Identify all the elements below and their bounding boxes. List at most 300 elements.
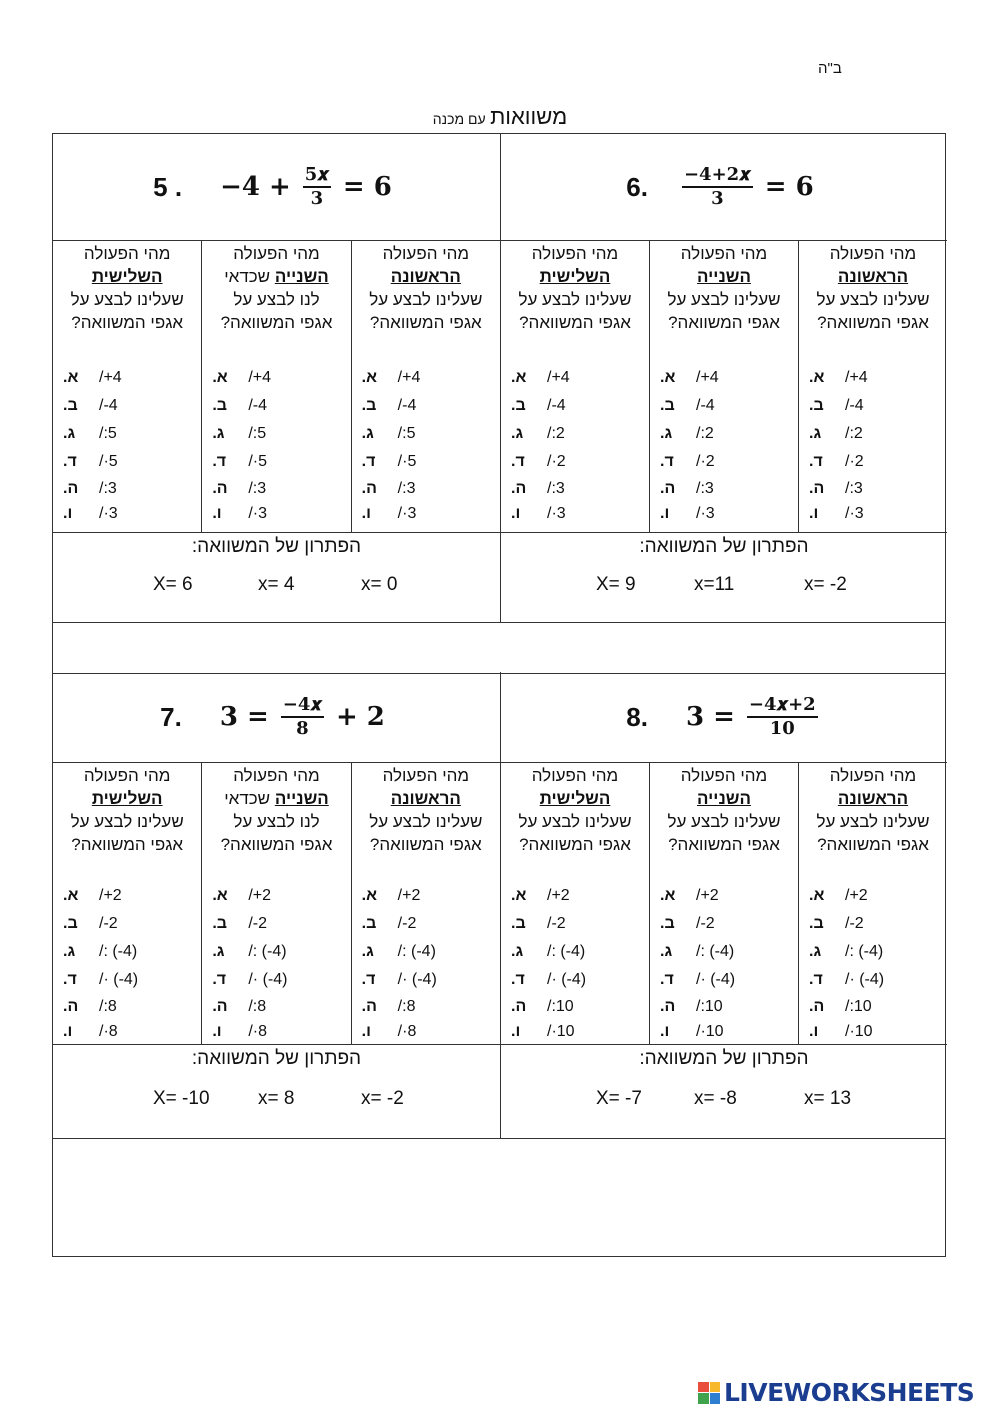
option-letter: ה.	[63, 479, 79, 497]
question-line: שעלינו לבצע על	[667, 290, 781, 309]
option-letter: א.	[212, 369, 228, 386]
options-list	[53, 364, 201, 526]
option-item[interactable]	[352, 1019, 500, 1044]
answer-choice[interactable]: x= 0	[361, 574, 398, 595]
option-letter: ב.	[511, 397, 526, 414]
option-value: /· (-4)	[397, 971, 437, 988]
option-letter: ו.	[660, 504, 670, 522]
option-item[interactable]	[202, 910, 350, 938]
option-value: /:3	[99, 479, 117, 497]
exercise-panel	[53, 672, 500, 1139]
option-value: /·8	[397, 1022, 417, 1040]
option-letter: ג.	[660, 425, 673, 442]
question-keyword: הראשונה	[390, 267, 461, 286]
question-line: אגפי המשוואה?	[220, 835, 333, 854]
question-line: שעלינו לבצע על	[369, 290, 483, 309]
question-columns	[501, 240, 947, 533]
option-item[interactable]	[53, 1019, 201, 1044]
option-value: /:3	[547, 479, 565, 497]
question-column	[351, 240, 500, 532]
option-letter: ד.	[63, 971, 77, 988]
options-list	[650, 882, 798, 1044]
option-value: /:2	[845, 425, 863, 442]
question-line: שעלינו לבצע על	[816, 290, 930, 309]
answer-choice[interactable]: X= -7	[596, 1088, 642, 1109]
exercise-panel	[500, 672, 947, 1139]
option-value: /:10	[845, 997, 872, 1015]
option-value: /·3	[397, 504, 417, 522]
option-item[interactable]	[501, 910, 649, 938]
row-1	[53, 134, 945, 672]
option-letter: ב.	[660, 915, 675, 932]
option-item[interactable]	[53, 501, 201, 526]
option-letter: ו.	[361, 1022, 371, 1040]
option-value: /-2	[845, 915, 864, 932]
option-item[interactable]	[799, 910, 947, 938]
option-letter: ד.	[361, 453, 376, 470]
option-letter: ו.	[212, 504, 222, 522]
question-keyword: השלישית	[91, 267, 163, 286]
option-value: /-2	[547, 915, 566, 932]
question-line: מהי הפעולה	[233, 244, 320, 263]
solution-label: הפתרון של המשוואה:	[639, 1048, 809, 1069]
denominator: 10	[769, 718, 795, 739]
answer-choice[interactable]: X= 9	[596, 574, 636, 595]
option-letter: ג.	[809, 425, 822, 442]
option-value: /+4	[248, 369, 272, 386]
option-value: /: (-4)	[696, 943, 735, 960]
option-item[interactable]	[501, 938, 649, 966]
liveworksheets-logo	[698, 1378, 974, 1407]
option-value: /+4	[845, 369, 868, 386]
option-letter: א.	[63, 369, 79, 386]
option-value: /·5	[248, 453, 268, 470]
option-value: /:8	[99, 997, 117, 1015]
fraction	[682, 164, 753, 210]
option-item[interactable]	[53, 910, 201, 938]
question-line: שעלינו לבצע על	[70, 290, 184, 309]
option-letter: ב.	[660, 397, 675, 414]
option-item[interactable]	[202, 448, 350, 476]
option-letter: ג.	[660, 943, 673, 960]
option-letter: ו.	[212, 1022, 222, 1040]
equation-right: = 6	[342, 172, 392, 202]
option-value: /: (-4)	[99, 943, 138, 960]
option-letter: ב.	[511, 915, 526, 932]
question-line: מהי הפעולה	[531, 244, 619, 263]
option-item[interactable]	[650, 910, 798, 938]
option-item[interactable]	[53, 420, 201, 448]
equation	[53, 672, 500, 763]
option-value: /:2	[696, 425, 714, 442]
option-item[interactable]	[799, 420, 947, 448]
option-item[interactable]	[501, 882, 649, 910]
option-letter: ב.	[63, 397, 78, 414]
question-column	[649, 240, 798, 532]
option-value: /+2	[397, 887, 421, 904]
option-item[interactable]	[799, 882, 947, 910]
option-value: /· (-4)	[248, 971, 288, 988]
option-item[interactable]	[352, 420, 500, 448]
option-value: /-2	[696, 915, 715, 932]
blank-row	[53, 1138, 945, 1258]
question-text	[501, 240, 649, 334]
question-text	[650, 240, 798, 334]
option-letter: ה.	[660, 997, 676, 1015]
numerator: 5𝒙	[303, 164, 331, 188]
option-item[interactable]	[202, 476, 350, 501]
question-columns	[53, 762, 500, 1045]
question-text	[799, 240, 947, 334]
option-letter: ה.	[212, 997, 228, 1015]
option-item[interactable]	[799, 476, 947, 501]
option-item[interactable]	[501, 420, 649, 448]
exercise-number: 8.	[626, 701, 648, 732]
option-item[interactable]	[202, 501, 350, 526]
option-letter: ג.	[212, 943, 225, 960]
option-letter: ד.	[809, 971, 823, 988]
answer-choice[interactable]: X= -10	[153, 1088, 210, 1109]
option-item[interactable]	[352, 476, 500, 501]
option-value: /-4	[845, 397, 864, 414]
option-item[interactable]	[799, 392, 947, 420]
option-item[interactable]	[352, 392, 500, 420]
question-word: שכדאי	[224, 789, 275, 808]
option-value: /·3	[547, 504, 566, 522]
row-2	[53, 672, 945, 1258]
option-item[interactable]	[352, 882, 500, 910]
equation-left: −4 +	[220, 172, 291, 202]
option-item[interactable]	[202, 994, 350, 1019]
question-line: אגפי המשוואה?	[817, 313, 929, 332]
option-item[interactable]	[352, 966, 500, 994]
option-value: /:10	[547, 997, 574, 1015]
option-value: /+2	[99, 887, 122, 904]
exercise-number: 7.	[160, 701, 182, 732]
question-column	[501, 762, 649, 1044]
worksheet-grid	[52, 133, 946, 1257]
option-value: /: (-4)	[248, 943, 287, 960]
question-line: מהי הפעולה	[83, 244, 171, 263]
option-value: /· (-4)	[547, 971, 587, 988]
question-keyword: השלישית	[539, 267, 611, 286]
option-item[interactable]	[352, 448, 500, 476]
option-item[interactable]	[799, 966, 947, 994]
question-line: אגפי המשוואה?	[817, 835, 929, 854]
option-item[interactable]	[53, 392, 201, 420]
equation-right: + 2	[335, 702, 385, 732]
option-value: /-2	[397, 915, 417, 932]
option-item[interactable]	[650, 882, 798, 910]
option-item[interactable]	[650, 938, 798, 966]
option-letter: א.	[660, 369, 676, 386]
option-item[interactable]	[650, 448, 798, 476]
option-item[interactable]	[53, 448, 201, 476]
option-letter: א.	[660, 887, 676, 904]
option-item[interactable]	[799, 938, 947, 966]
title-main: משוואות	[490, 104, 568, 129]
question-line: מהי הפעולה	[531, 766, 619, 785]
question-line	[202, 265, 350, 288]
option-value: /·2	[845, 453, 864, 470]
question-text	[799, 762, 947, 856]
question-text	[650, 762, 798, 856]
option-item[interactable]	[650, 966, 798, 994]
numerator: −4𝒙	[281, 694, 324, 718]
solution-area	[53, 532, 500, 622]
question-line: מהי הפעולה	[382, 766, 470, 785]
option-letter: א.	[63, 887, 79, 904]
options-list	[650, 364, 798, 526]
logo-icon	[698, 1382, 720, 1404]
option-item[interactable]	[202, 882, 350, 910]
option-item[interactable]	[650, 994, 798, 1019]
option-value: /:3	[696, 479, 714, 497]
option-item[interactable]	[799, 501, 947, 526]
question-column	[201, 762, 350, 1044]
option-item[interactable]	[650, 501, 798, 526]
question-line: מהי הפעולה	[680, 766, 768, 785]
exercise-panel	[500, 134, 947, 622]
option-letter: א.	[361, 369, 378, 386]
question-line: אגפי המשוואה?	[369, 835, 482, 854]
options-list	[501, 364, 649, 526]
option-letter: ג.	[361, 425, 374, 442]
option-item[interactable]	[202, 966, 350, 994]
logo-square	[710, 1393, 721, 1404]
option-letter: ד.	[63, 453, 77, 470]
option-item[interactable]	[53, 994, 201, 1019]
option-item[interactable]	[352, 994, 500, 1019]
question-line: אגפי המשוואה?	[668, 835, 780, 854]
question-keyword: השנייה	[697, 267, 751, 286]
option-item[interactable]	[501, 501, 649, 526]
option-value: /-2	[248, 915, 268, 932]
question-columns	[501, 762, 947, 1045]
options-list	[799, 364, 947, 526]
equation	[501, 672, 947, 763]
option-value: /+2	[547, 887, 570, 904]
question-line: לנו לבצע על	[233, 812, 320, 831]
option-letter: ה.	[63, 997, 79, 1015]
option-item[interactable]	[352, 938, 500, 966]
equation-left: 3 =	[219, 702, 269, 732]
question-line: שעלינו לבצע על	[518, 812, 632, 831]
option-value: /-4	[397, 397, 417, 414]
question-columns	[53, 240, 500, 533]
option-letter: ו.	[511, 1022, 521, 1040]
option-item[interactable]	[352, 910, 500, 938]
question-line: אגפי המשוואה?	[220, 313, 333, 332]
numerator: −4+2𝒙	[682, 164, 753, 188]
option-letter: ה.	[809, 479, 825, 497]
question-text	[352, 762, 500, 856]
option-letter: א.	[511, 887, 527, 904]
option-item[interactable]	[202, 392, 350, 420]
option-value: /:5	[99, 425, 117, 442]
option-item[interactable]	[799, 994, 947, 1019]
option-item[interactable]	[501, 966, 649, 994]
option-letter: ה.	[511, 997, 527, 1015]
option-item[interactable]	[53, 966, 201, 994]
options-list	[202, 364, 350, 526]
solution-area	[53, 1044, 500, 1138]
fraction	[281, 694, 324, 740]
option-letter: א.	[809, 887, 825, 904]
option-item[interactable]	[53, 476, 201, 501]
question-line: מהי הפעולה	[680, 244, 768, 263]
option-value: /:3	[397, 479, 416, 497]
question-line: אגפי המשוואה?	[519, 835, 631, 854]
equation-left: 3 =	[685, 702, 735, 732]
question-keyword: הראשונה	[837, 267, 909, 286]
question-line: שעלינו לבצע על	[816, 812, 930, 831]
answer-choice[interactable]: x= -2	[804, 574, 847, 595]
question-text	[53, 240, 201, 334]
answer-choice[interactable]: x= -8	[694, 1088, 737, 1109]
option-value: /·2	[696, 453, 715, 470]
option-letter: ב.	[63, 915, 78, 932]
numerator: −4𝒙+2	[747, 694, 818, 718]
option-letter: ד.	[212, 971, 227, 988]
option-item[interactable]	[53, 938, 201, 966]
option-item[interactable]	[352, 364, 500, 392]
question-column	[798, 240, 947, 532]
option-value: /· (-4)	[696, 971, 736, 988]
option-item[interactable]	[501, 476, 649, 501]
option-value: /-4	[547, 397, 566, 414]
question-text	[501, 762, 649, 856]
option-letter: ד.	[511, 453, 525, 470]
option-value: /-4	[248, 397, 268, 414]
option-item[interactable]	[501, 448, 649, 476]
option-letter: ד.	[660, 971, 674, 988]
logo-text: LIVEWORKSHEETS	[724, 1378, 975, 1407]
title-sub: עם מכנה	[432, 111, 486, 127]
denominator: 3	[310, 188, 324, 209]
option-item[interactable]	[501, 392, 649, 420]
options-list	[501, 882, 649, 1044]
option-letter: ו.	[361, 504, 371, 522]
option-value: /·3	[99, 504, 118, 522]
option-item[interactable]	[202, 364, 350, 392]
option-value: /·8	[248, 1022, 268, 1040]
option-item[interactable]	[202, 1019, 350, 1044]
option-letter: ב.	[361, 397, 377, 414]
question-column	[501, 240, 649, 532]
option-letter: ה.	[361, 479, 377, 497]
options-list	[202, 882, 350, 1044]
option-letter: ה.	[361, 997, 377, 1015]
option-item[interactable]	[53, 882, 201, 910]
question-line: שעלינו לבצע על	[369, 812, 483, 831]
option-value: /:3	[845, 479, 863, 497]
question-line: אגפי המשוואה?	[519, 313, 631, 332]
option-item[interactable]	[202, 938, 350, 966]
option-value: /-4	[696, 397, 715, 414]
question-keyword: השנייה	[274, 267, 329, 286]
denominator: 8	[296, 718, 309, 739]
question-line: מהי הפעולה	[382, 244, 470, 263]
denominator: 3	[711, 188, 724, 209]
question-column	[201, 240, 350, 532]
question-line: מהי הפעולה	[829, 244, 917, 263]
equation	[501, 134, 947, 241]
option-letter: ד.	[809, 453, 823, 470]
question-line: אגפי המשוואה?	[369, 313, 482, 332]
option-item[interactable]	[650, 420, 798, 448]
option-letter: ג.	[212, 425, 225, 442]
option-value: /+2	[845, 887, 868, 904]
option-letter: ב.	[212, 915, 228, 932]
option-item[interactable]	[650, 364, 798, 392]
answer-choice[interactable]: x= 4	[258, 574, 295, 595]
answer-choice[interactable]: x= 13	[804, 1088, 852, 1109]
page-title	[0, 104, 1000, 130]
solution-label: הפתרון של המשוואה:	[191, 1048, 362, 1069]
option-value: /· (-4)	[99, 971, 139, 988]
option-value: /·10	[696, 1022, 724, 1040]
option-value: /· (-4)	[845, 971, 885, 988]
option-item[interactable]	[650, 1019, 798, 1044]
answer-choice[interactable]: x= 8	[258, 1088, 295, 1109]
option-item[interactable]	[650, 476, 798, 501]
option-letter: ג.	[511, 425, 524, 442]
option-value: /:5	[397, 425, 416, 442]
answer-choice[interactable]: x= -2	[361, 1088, 404, 1109]
option-item[interactable]	[501, 364, 649, 392]
question-text	[202, 762, 350, 856]
option-letter: א.	[212, 887, 228, 904]
option-value: /+4	[696, 369, 719, 386]
option-value: /·5	[397, 453, 417, 470]
option-letter: ו.	[63, 504, 73, 522]
answer-choice[interactable]: X= 6	[153, 574, 193, 595]
option-item[interactable]	[650, 392, 798, 420]
question-column	[798, 762, 947, 1044]
option-item[interactable]	[799, 448, 947, 476]
option-item[interactable]	[202, 420, 350, 448]
option-value: /·10	[547, 1022, 575, 1040]
question-line: שעלינו לבצע על	[70, 812, 184, 831]
option-value: /:10	[696, 997, 723, 1015]
option-value: /·8	[99, 1022, 118, 1040]
option-value: /:3	[248, 479, 267, 497]
equation	[53, 134, 500, 241]
option-letter: ד.	[660, 453, 674, 470]
solution-area	[501, 1044, 947, 1138]
question-line: מהי הפעולה	[233, 766, 320, 785]
option-item[interactable]	[799, 1019, 947, 1044]
option-value: /-2	[99, 915, 118, 932]
option-item[interactable]	[501, 994, 649, 1019]
answer-choice[interactable]: x=11	[694, 574, 735, 595]
question-line: מהי הפעולה	[829, 766, 917, 785]
option-item[interactable]	[53, 364, 201, 392]
equation-right: = 6	[764, 172, 814, 202]
option-letter: א.	[511, 369, 527, 386]
options-list	[352, 882, 500, 1044]
question-keyword: השלישית	[539, 789, 611, 808]
option-letter: ג.	[361, 943, 374, 960]
option-item[interactable]	[799, 364, 947, 392]
option-item[interactable]	[352, 501, 500, 526]
question-text	[352, 240, 500, 334]
option-letter: ג.	[511, 943, 524, 960]
question-word: שכדאי	[224, 267, 275, 286]
option-item[interactable]	[501, 1019, 649, 1044]
option-letter: ד.	[212, 453, 227, 470]
